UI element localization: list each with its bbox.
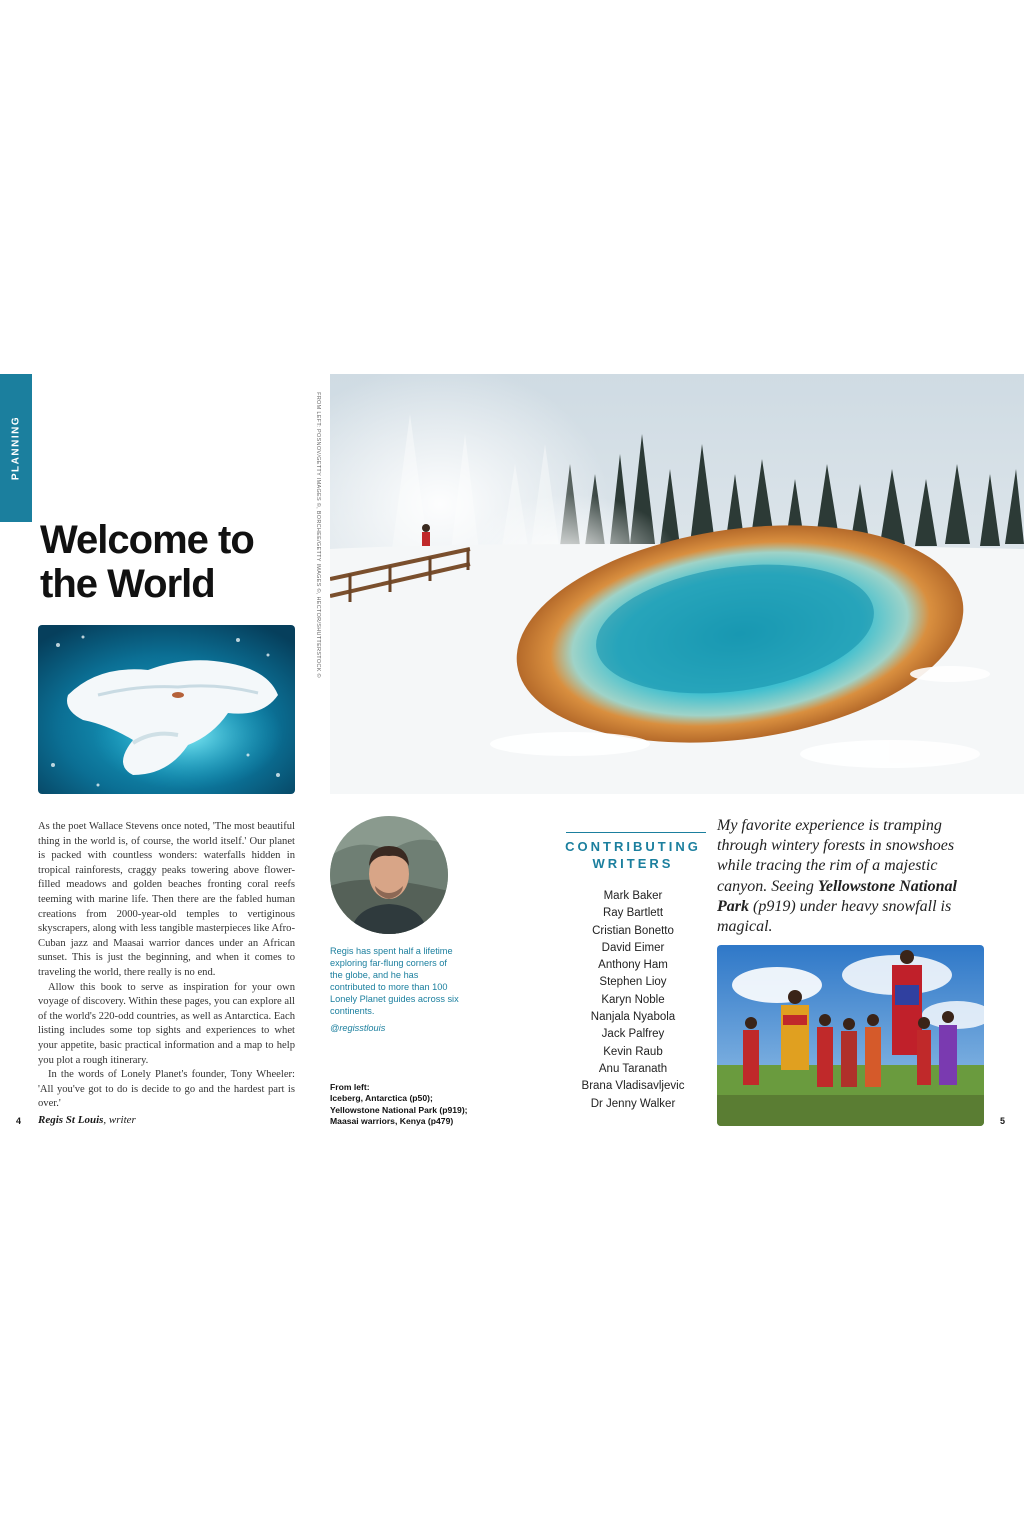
writer-name: Nanjala Nyabola <box>590 1011 676 1024</box>
divider <box>566 832 706 833</box>
author-handle[interactable]: @regisstlouis <box>330 1023 386 1033</box>
caption-line: Yellowstone National Park (p919); <box>330 1104 468 1115</box>
byline-name: Regis St Louis <box>38 1114 104 1126</box>
heading-line-2: WRITERS <box>592 856 674 871</box>
heading-line-1: CONTRIBUTING <box>565 839 701 854</box>
writer-name: Anu Taranath <box>598 1062 668 1075</box>
intro-paragraph: As the poet Wallace Stevens once noted, 'The most beautiful thing in the world is, of course, the world itself.' Our planet is packed with countless wonders: waterfalls hidden in tropical rainforests, craggy peaks towering above flower-filled meadows and golden beaches fronting coral reefs teeming with marine life. Then there are the fabled human creations from 2000-year-old temples to vertiginous skyscrapers, along with less tangible masterpieces like Afro-Cuban jazz and Maasai warrior dances under an African sunset. This is just the beginning, and when it comes to traveling the world, there really is no end. <box>38 821 295 978</box>
quote-text-end: under heavy snowfall is magical. <box>717 897 952 936</box>
writer-name: Stephen Lioy <box>599 976 667 989</box>
quote-page-ref: (p919) <box>749 897 796 915</box>
iceberg-photo <box>38 625 295 794</box>
page-number-left: 4 <box>16 1116 22 1126</box>
section-tab-left <box>0 374 32 522</box>
writer-name: Dr Jenny Walker <box>590 1097 676 1110</box>
byline <box>38 1114 136 1126</box>
writer-name: Jack Palfrey <box>601 1028 665 1041</box>
writers-list <box>560 888 706 1113</box>
intro-paragraph: Allow this book to serve as inspiration for your own voyage of discovery. Within these pages, you can explore all of the world's 220-odd countries, as well as Antarctica. Each listing includes some top sights and experiences to whet your appetite, basic practical information and a map to help you plot a rough itinerary. <box>38 981 295 1066</box>
page-title: Welcome to the World <box>40 518 254 606</box>
author-avatar <box>330 816 448 934</box>
writer-name: David Eimer <box>601 941 665 954</box>
yellowstone-photo <box>330 374 1024 794</box>
intro-paragraph: In the words of Lonely Planet's founder, Tony Wheeler: 'All you've got to do is decide to go and the hardest part is over.' <box>38 1069 295 1110</box>
quote-text: My favorite experience is tramping through wintery forests in snowshoes while tracing the rim of a majestic canyon. Seeing <box>717 817 955 895</box>
page-number-right: 5 <box>1000 1116 1006 1126</box>
maasai-photo <box>717 945 984 1126</box>
caption-heading: From left: <box>330 1082 370 1092</box>
writer-name: Brana Vladisavljevic <box>581 1080 685 1093</box>
author-quote <box>717 816 989 937</box>
writer-name: Kevin Raub <box>603 1045 663 1058</box>
contributing-writers-heading <box>560 838 706 872</box>
writer-name: Cristian Bonetto <box>592 924 674 937</box>
image-credit <box>311 390 325 680</box>
image-credit-text: FROM LEFT: POSNOV/GETTY IMAGES ©, BORCHEE/GETTY IMAGES ©, HECTOR/SHUTTERSTOCK © <box>315 392 321 678</box>
byline-role: , writer <box>103 1114 136 1126</box>
intro-text <box>38 820 295 1112</box>
caption-line: Iceberg, Antarctica (p50); <box>330 1093 433 1104</box>
photo-captions <box>330 1082 490 1128</box>
writer-name: Anthony Ham <box>598 959 668 972</box>
writer-name: Mark Baker <box>603 890 663 902</box>
quote-highlight: Yellowstone National Park <box>717 877 957 915</box>
author-bio: Regis has spent half a lifetime exploring far-flung corners of the globe, and he has contributed to more than 100 Lonely Planet guides across six continents. <box>330 946 459 1016</box>
writer-name: Karyn Noble <box>601 993 665 1006</box>
caption-line: Maasai warriors, Kenya (p479) <box>330 1116 454 1127</box>
writer-name: Ray Bartlett <box>602 907 664 920</box>
section-tab-label: PLANNING <box>10 415 22 481</box>
